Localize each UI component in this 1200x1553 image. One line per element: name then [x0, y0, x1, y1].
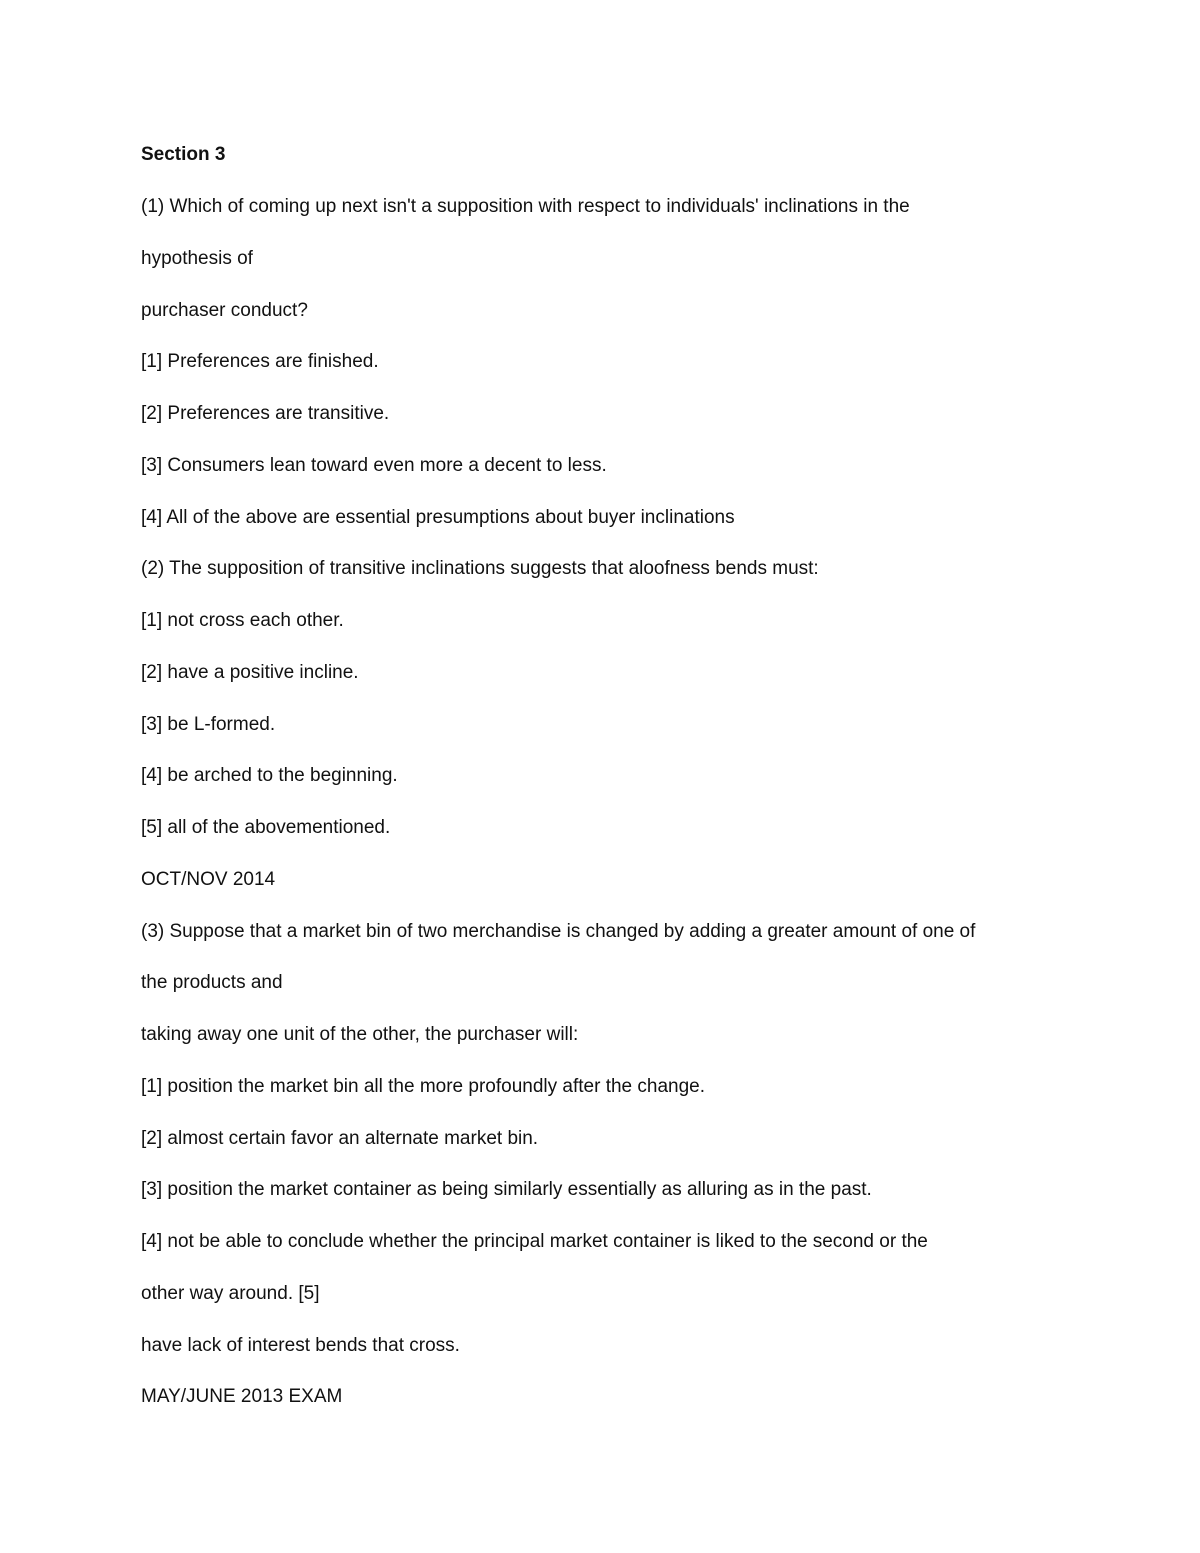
question-2-option-5: [5] all of the abovementioned.	[141, 817, 391, 838]
question-1-option-1: [1] Preferences are finished.	[141, 351, 379, 372]
question-2-option-4: [4] be arched to the beginning.	[141, 765, 398, 786]
question-3-option-1: [1] position the market bin all the more profoundly after the change.	[141, 1076, 705, 1097]
question-3-option-4: [4] not be able to conclude whether the principal market container is liked to the second or the	[141, 1231, 928, 1252]
question-2-option-2: [2] have a positive incline.	[141, 662, 359, 683]
question-1-option-2: [2] Preferences are transitive.	[141, 403, 390, 424]
question-3-option-3: [3] position the market container as being similarly essentially as alluring as in the past.	[141, 1179, 872, 1200]
question-2-text: (2) The supposition of transitive inclinations suggests that aloofness bends must:	[141, 558, 819, 579]
exam-date-may-june-2013: MAY/JUNE 2013 EXAM	[141, 1386, 343, 1407]
question-1-option-3: [3] Consumers lean toward even more a decent to less.	[141, 455, 607, 476]
question-3-option-4-cont: other way around. [5]	[141, 1283, 320, 1304]
question-3-option-2: [2] almost certain favor an alternate market bin.	[141, 1128, 539, 1149]
question-3-text-cont: the products and	[141, 972, 283, 993]
question-1-text-end: purchaser conduct?	[141, 300, 308, 321]
question-3-text: (3) Suppose that a market bin of two merchandise is changed by adding a greater amount of one of	[141, 921, 976, 942]
question-1-text-cont: hypothesis of	[141, 248, 253, 269]
question-2-option-3: [3] be L-formed.	[141, 714, 276, 735]
question-1-text: (1) Which of coming up next isn't a supposition with respect to individuals' inclinations in the	[141, 196, 910, 217]
exam-date-oct-nov-2014: OCT/NOV 2014	[141, 869, 276, 890]
question-3-text-end: taking away one unit of the other, the purchaser will:	[141, 1024, 579, 1045]
question-2-option-1: [1] not cross each other.	[141, 610, 344, 631]
section-title: Section 3	[141, 144, 226, 165]
question-3-option-5: have lack of interest bends that cross.	[141, 1335, 460, 1356]
question-1-option-4: [4] All of the above are essential presumptions about buyer inclinations	[141, 507, 735, 528]
